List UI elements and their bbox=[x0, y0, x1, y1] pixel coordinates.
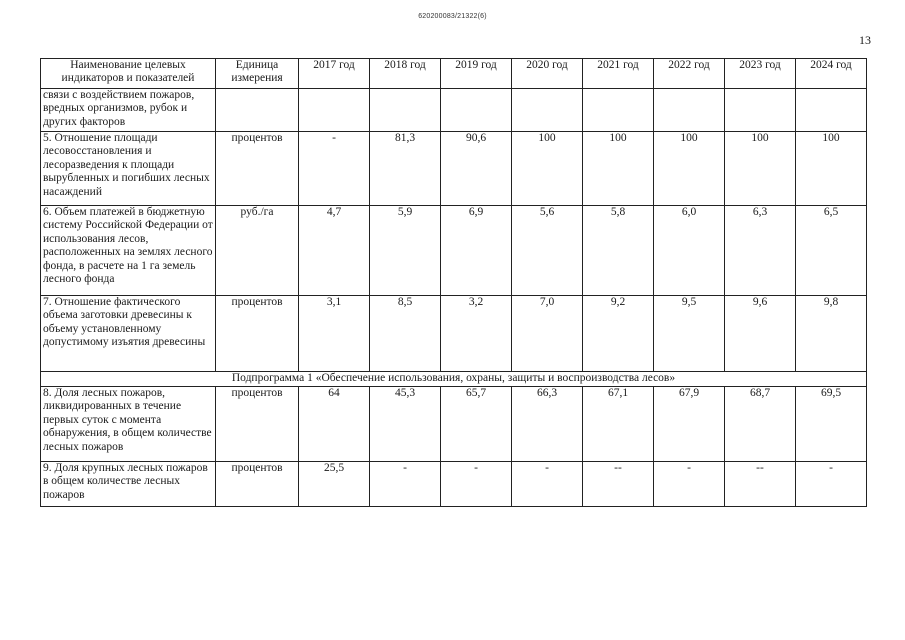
subprogram-row bbox=[41, 372, 867, 387]
header-year-2018: 2018 год bbox=[370, 59, 441, 89]
header-indicator-name: Наименование целевых индикаторов и показателей bbox=[41, 59, 216, 89]
value-cell: 5,8 bbox=[583, 206, 654, 296]
value-cell: - bbox=[512, 462, 583, 507]
value-cell: 6,3 bbox=[725, 206, 796, 296]
value-cell: 4,7 bbox=[299, 206, 370, 296]
table-row bbox=[41, 387, 867, 462]
value-cell: 64 bbox=[299, 387, 370, 462]
value-cell: 9,8 bbox=[796, 296, 867, 372]
value-cell bbox=[512, 89, 583, 132]
value-cell: 69,5 bbox=[796, 387, 867, 462]
value-cell bbox=[370, 89, 441, 132]
value-cell: 45,3 bbox=[370, 387, 441, 462]
value-cell: 67,9 bbox=[654, 387, 725, 462]
value-cell bbox=[796, 89, 867, 132]
value-cell: 67,1 bbox=[583, 387, 654, 462]
table-row bbox=[41, 462, 867, 507]
value-cell: 3,2 bbox=[441, 296, 512, 372]
value-cell bbox=[654, 89, 725, 132]
value-cell bbox=[725, 89, 796, 132]
value-cell: -- bbox=[725, 462, 796, 507]
value-cell: - bbox=[441, 462, 512, 507]
value-cell: 68,7 bbox=[725, 387, 796, 462]
value-cell: 100 bbox=[796, 132, 867, 206]
value-cell: 8,5 bbox=[370, 296, 441, 372]
value-cell bbox=[299, 89, 370, 132]
value-cell: 3,1 bbox=[299, 296, 370, 372]
indicators-table bbox=[40, 58, 867, 507]
document-id: 620200083/21322(6) bbox=[418, 13, 487, 20]
indicator-unit: процентов bbox=[216, 296, 299, 372]
header-year-2023: 2023 год bbox=[725, 59, 796, 89]
indicator-unit: процентов bbox=[216, 387, 299, 462]
value-cell: 100 bbox=[725, 132, 796, 206]
table-row bbox=[41, 206, 867, 296]
value-cell: 5,6 bbox=[512, 206, 583, 296]
value-cell: 66,3 bbox=[512, 387, 583, 462]
value-cell: 81,3 bbox=[370, 132, 441, 206]
value-cell: 7,0 bbox=[512, 296, 583, 372]
value-cell: 9,6 bbox=[725, 296, 796, 372]
value-cell: 65,7 bbox=[441, 387, 512, 462]
page-number: 13 bbox=[859, 33, 871, 47]
value-cell: 25,5 bbox=[299, 462, 370, 507]
value-cell: 6,9 bbox=[441, 206, 512, 296]
indicator-unit: процентов bbox=[216, 462, 299, 507]
indicator-name: 6. Объем платежей в бюджетную систему Российской Федерации от использования лесов, расположенных на землях лесного фонда, в расчете на 1 га земель лесного фонда bbox=[41, 206, 216, 296]
value-cell: - bbox=[299, 132, 370, 206]
indicator-name: связи с воздействием пожаров, вредных организмов, рубок и других факторов bbox=[41, 89, 216, 132]
table-row bbox=[41, 296, 867, 372]
indicator-name: 5. Отношение площади лесовосстановления и лесоразведения к площади вырубленных и погибших лесных насаждений bbox=[41, 132, 216, 206]
header-unit: Единица измерения bbox=[216, 59, 299, 89]
value-cell: 100 bbox=[512, 132, 583, 206]
header-year-2024: 2024 год bbox=[796, 59, 867, 89]
table-header-row bbox=[41, 59, 867, 89]
table-row bbox=[41, 132, 867, 206]
value-cell: 6,5 bbox=[796, 206, 867, 296]
value-cell bbox=[441, 89, 512, 132]
value-cell: - bbox=[796, 462, 867, 507]
value-cell: - bbox=[370, 462, 441, 507]
value-cell: 6,0 bbox=[654, 206, 725, 296]
subprogram-title: Подпрограмма 1 «Обеспечение использования, охраны, защиты и воспроизводства лесов» bbox=[41, 372, 867, 387]
indicator-unit bbox=[216, 89, 299, 132]
header-year-2017: 2017 год bbox=[299, 59, 370, 89]
header-year-2020: 2020 год bbox=[512, 59, 583, 89]
header-year-2022: 2022 год bbox=[654, 59, 725, 89]
header-year-2021: 2021 год bbox=[583, 59, 654, 89]
value-cell: 9,2 bbox=[583, 296, 654, 372]
indicator-unit: процентов bbox=[216, 132, 299, 206]
indicator-name: 7. Отношение фактического объема заготовки древесины к объему установленному допустимому изъятия древесины bbox=[41, 296, 216, 372]
value-cell: -- bbox=[583, 462, 654, 507]
value-cell bbox=[583, 89, 654, 132]
header-year-2019: 2019 год bbox=[441, 59, 512, 89]
value-cell: - bbox=[654, 462, 725, 507]
indicator-name: 9. Доля крупных лесных пожаров в общем количестве лесных пожаров bbox=[41, 462, 216, 507]
indicator-name: 8. Доля лесных пожаров, ликвидированных в течение первых суток с момента обнаружения, в общем количестве лесных пожаров bbox=[41, 387, 216, 462]
value-cell: 100 bbox=[583, 132, 654, 206]
table-row bbox=[41, 89, 867, 132]
value-cell: 5,9 bbox=[370, 206, 441, 296]
value-cell: 9,5 bbox=[654, 296, 725, 372]
value-cell: 100 bbox=[654, 132, 725, 206]
value-cell: 90,6 bbox=[441, 132, 512, 206]
indicator-unit: руб./га bbox=[216, 206, 299, 296]
